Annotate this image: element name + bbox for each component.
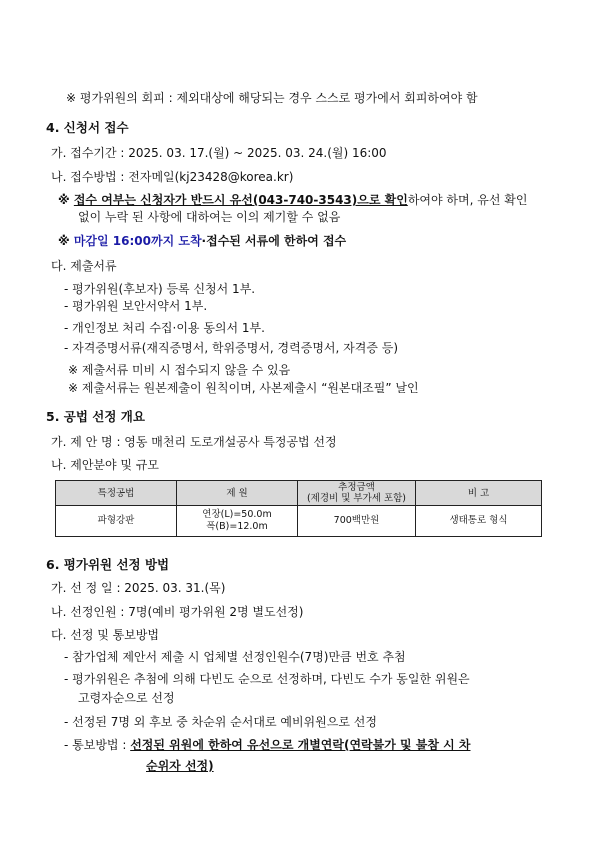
- confirm-note: [58, 192, 527, 208]
- selection-date: 가. 선 정 일 : 2025. 03. 31.(목): [51, 581, 226, 595]
- header-estimate: [298, 481, 416, 506]
- notify-method-detail: 선정된 위원에 한하여 유선으로 개별연락(연락불가 및 불참 시 차: [130, 738, 471, 752]
- cell-spec: [177, 506, 298, 537]
- selection-count: 나. 선정인원 : 7명(예비 평가위원 2명 별도선정): [51, 605, 304, 619]
- section-5-title: 5. 공법 선정 개요: [46, 409, 145, 424]
- documents-note: ※ 제출서류는 원본제출이 원칙이며, 사본제출시 “원본대조필” 날인: [68, 381, 419, 395]
- document-item: - 자격증명서류(재직증명서, 학위증명서, 경력증명서, 자격증 등): [64, 341, 399, 355]
- confirm-note-line2: 없이 누락 된 사항에 대하여는 이의 제기할 수 없음: [78, 210, 341, 224]
- table-header-row: [56, 481, 542, 506]
- selection-item: - 평가위원은 추첨에 의해 다빈도 순으로 선정하며, 다빈도 수가 동일한 위원은: [64, 672, 470, 686]
- document-item: - 평가위원 보안서약서 1부.: [64, 299, 208, 313]
- cell-remarks: 생태통로 형식: [416, 506, 542, 537]
- cell-spec-length: 연장(L)=50.0m: [202, 509, 272, 520]
- method-table: [55, 480, 542, 537]
- notify-method: [64, 737, 471, 753]
- document-item: - 개인정보 처리 수집·이용 동의서 1부.: [64, 321, 265, 335]
- document-item: - 평가위원(후보자) 등록 신청서 1부.: [64, 282, 256, 296]
- table-row: [56, 506, 542, 537]
- application-period: 가. 접수기간 : 2025. 03. 17.(월) ~ 2025. 03. 24.(월) 16:00: [51, 146, 387, 160]
- application-method: 나. 접수방법 : 전자메일(kj23428@korea.kr): [51, 170, 294, 184]
- deadline-emphasis: 마감일 16:00까지 도착: [73, 234, 202, 248]
- proposal-scope: 나. 제안분야 및 규모: [51, 458, 159, 472]
- header-estimate-note: (제경비 및 부가세 포함): [306, 493, 407, 504]
- header-remarks: 비 고: [416, 481, 542, 506]
- header-method: 특정공법: [56, 481, 177, 506]
- notify-title: 다. 선정 및 통보방법: [51, 628, 159, 642]
- cell-estimate: 700백만원: [298, 506, 416, 537]
- header-spec: 제 원: [177, 481, 298, 506]
- documents-title: 다. 제출서류: [51, 259, 117, 273]
- confirm-note-rest: 하여야 하며, 유선 확인: [407, 193, 528, 207]
- notify-method-label: - 통보방법 :: [64, 738, 131, 752]
- note-mark: ※: [58, 193, 74, 207]
- section-4-title: 4. 신청서 접수: [46, 120, 129, 135]
- proposal-name: 가. 제 안 명 : 영동 매천리 도로개설공사 특정공법 선정: [51, 435, 337, 449]
- cell-spec-width: 폭(B)=12.0m: [206, 521, 268, 532]
- deadline-note: [58, 233, 346, 249]
- notify-method-detail-cont: 순위자 선정): [146, 759, 214, 773]
- selection-item: - 참가업체 제안서 제출 시 업체별 선정인원수(7명)만큼 번호 추첨: [64, 650, 406, 664]
- cell-method: 파형강판: [56, 506, 177, 537]
- recusal-note: ※ 평가위원의 회피 : 제외대상에 해당되는 경우 스스로 평가에서 회피하여야 함: [66, 91, 478, 105]
- documents-note: ※ 제출서류 미비 시 접수되지 않을 수 있음: [68, 363, 291, 377]
- selection-item: - 선정된 7명 외 후보 중 차순위 순서대로 예비위원으로 선정: [64, 715, 377, 729]
- note-mark: ※: [58, 234, 74, 248]
- header-estimate-label: 추정금액: [338, 482, 375, 493]
- deadline-rest: ·접수된 서류에 한하여 접수: [201, 234, 347, 248]
- confirm-note-emphasis: 접수 여부는 신청자가 반드시 유선(043-740-3543)으로 확인: [73, 193, 408, 207]
- section-6-title: 6. 평가위원 선정 방법: [46, 557, 170, 572]
- selection-item-cont: 고령자순으로 선정: [78, 691, 175, 705]
